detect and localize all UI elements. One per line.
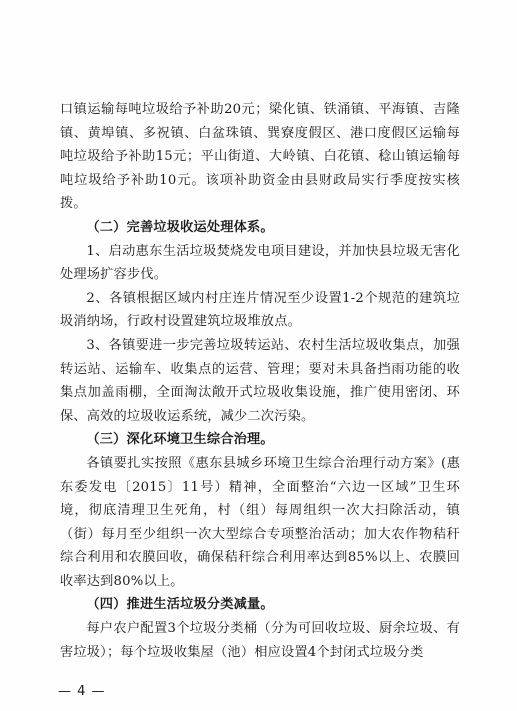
paragraph-subsidy-continued: 口镇运输每吨垃圾给予补助20元；梁化镇、铁涌镇、平海镇、吉隆镇、黄埠镇、多祝镇、白盆珠镇、巽寮度假区、港口度假区运输每吨垃圾给予补助15元；平山街道、大岭镇、白花镇、稔山镇运输每吨垃圾给予补助10元。该项补助资金由县财政局实行季度按实核拨。 [60,102,460,212]
paragraph-item-2: 2、各镇根据区域内村庄连片情况至少设置1-2个规范的建筑垃圾消纳场，行政村设置建筑垃圾堆放点。 [60,290,460,330]
page-number: — 4 — [58,684,106,699]
document-body [60,98,460,664]
heading-environmental-sanitation: （三）深化环境卫生综合治理。 [86,432,274,448]
paragraph-sanitation: 各镇要扎实按照《惠东县城乡环境卫生综合治理行动方案》(惠东委发电〔2015〕11号）精神，全面整治“六边一区域”卫生环境，彻底清理卫生死角，村（组）每周组织一次大扫除活动，镇（街）每月至少组织一次大型综合专项整治活动；加大农作物秸秆综合利用和农膜回收，确保秸秆综合利用率达到85%以上、农膜回收率达到80%以上。 [60,455,460,589]
heading-garbage-transport-system: （二）完善垃圾收运处理体系。 [86,219,274,235]
heading-garbage-sorting: （四）推进生活垃圾分类减量。 [86,597,274,613]
paragraph-item-3: 3、各镇要进一步完善垃圾转运站、农村生活垃圾收集点，加强转运站、运输车、收集点的运营、管理；要对未具备挡雨功能的收集点加盖雨棚，全面淘汰敞开式垃圾收集设施，推广使用密闭、环保、高效的垃圾收运系统，减少二次污染。 [60,337,460,424]
paragraph-item-1: 1、启动惠东生活垃圾焚烧发电项目建设，并加快县垃圾无害化处理场扩容步伐。 [60,243,460,283]
paragraph-sorting: 每户农户配置3个垃圾分类桶（分为可回收垃圾、厨余垃圾、有害垃圾）；每个垃圾收集屋（池）相应设置4个封闭式垃圾分类 [60,621,460,660]
